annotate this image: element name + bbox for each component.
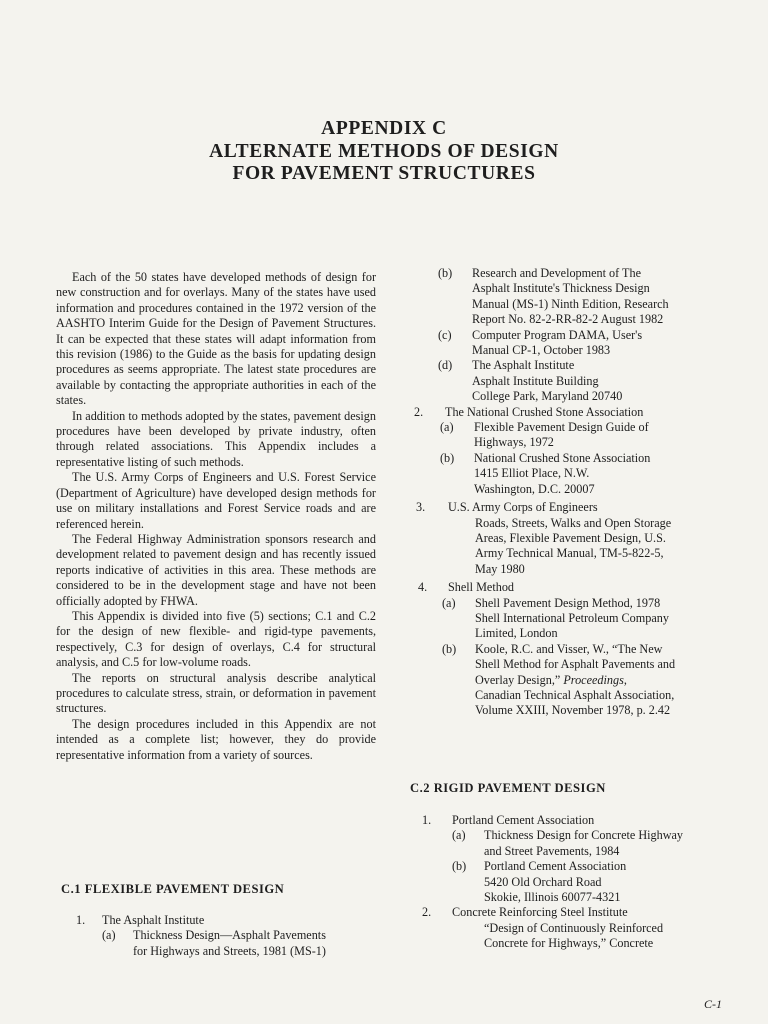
list-number: 2. (422, 905, 432, 920)
list-number: 3. (416, 500, 426, 515)
list-item: National Crushed Stone Association 1415 Elliot Place, N.W. Washington, D.C. 20007 (474, 450, 651, 496)
paragraph: The reports on structural analysis describe analytical procedures to calculate stress, strain, or deformation in pavement structures. (56, 670, 376, 716)
title-line-appendix: APPENDIX C (321, 118, 447, 139)
list-label: (b) (440, 450, 455, 465)
list-number: 4. (418, 580, 428, 595)
list-number: 1. (76, 913, 86, 927)
title-line-methods: ALTERNATE METHODS OF DESIGN (209, 140, 559, 162)
list-item: U.S. Army Corps of Engineers Roads, Streets, Walks and Open Storage Areas, Flexible Pavement Design, U.S. Army Technical Manual, TM-5-822-5, May 1980 (448, 500, 672, 576)
rigid-design-list (422, 813, 742, 952)
page-title (0, 118, 768, 186)
list-label: (a) (440, 420, 454, 435)
title-line-structures: FOR PAVEMENT STRUCTURES (232, 163, 536, 184)
page-number: C-1 (704, 997, 722, 1011)
list-item-title: Shell Method (448, 580, 515, 595)
section-heading-flexible: C.1 FLEXIBLE PAVEMENT DESIGN (61, 882, 285, 896)
list-item-title: Portland Cement Association (452, 813, 595, 827)
list-item-title: The Asphalt Institute (102, 913, 205, 927)
flexible-design-list (76, 913, 376, 959)
list-label: (a) (102, 928, 116, 943)
section-heading-rigid: C.2 RIGID PAVEMENT DESIGN (410, 781, 606, 795)
list-label: (a) (452, 828, 466, 843)
left-column (56, 270, 376, 763)
right-column-list (408, 266, 728, 719)
paragraph: The design procedures included in this Appendix are not intended as a complete list; however, they do provide representative information from a variety of sources. (56, 716, 376, 762)
list-item: Thickness Design for Concrete Highway and Street Pavements, 1984 (484, 828, 684, 858)
list-item: Flexible Pavement Design Guide of Highways, 1972 (474, 420, 649, 450)
paragraph: Each of the 50 states have developed methods of design for new construction and for overlays. Many of the states have used information and procedures contained in the 1972 version of the AASHTO Interim Guide for the Design of Pavement Structures. It can be expected that these states will adapt information from this revision (1986) to the Guide as the basis for updating design procedures as seems appropriate. The latest state procedures are available by contacting the appropriate authorities in each of the states. (56, 270, 376, 408)
list-label: (d) (438, 358, 453, 373)
list-item: Koole, R.C. and Visser, W., “The New Shell Method for Asphalt Pavements and Overlay Design,” Proceedings, Canadian Technical Asphalt Association, Volume XXIII, November 1978, p. 2.42 (475, 641, 676, 718)
list-item: Research and Development of The Asphalt Institute's Thickness Design Manual (MS-1) Ninth Edition, Research Report No. 82-2-RR-82-2 August 1982 (472, 266, 669, 327)
paragraph: The Federal Highway Administration sponsors research and development related to pavement design and has recently issued reports indicative of activities in this area. These methods are considered to be in the development stage and have not been officially adopted by FHWA. (56, 531, 376, 608)
list-item: “Design of Continuously Reinforced Concrete for Highways,” Concrete (484, 920, 664, 951)
list-label: (b) (452, 859, 467, 874)
list-item: Shell Pavement Design Method, 1978 Shell International Petroleum Company Limited, London (475, 595, 669, 641)
list-label: (b) (438, 266, 453, 280)
list-item-title: Concrete Reinforcing Steel Institute (452, 905, 628, 920)
list-label: (a) (442, 595, 456, 610)
list-item: Computer Program DAMA, User's Manual CP-1, October 1983 (472, 327, 643, 358)
list-number: 2. (414, 404, 424, 419)
list-item: Thickness Design—Asphalt Pavements for Highways and Streets, 1981 (MS-1) (133, 928, 326, 958)
list-item: The Asphalt Institute Asphalt Institute Building College Park, Maryland 20740 (472, 358, 623, 404)
list-number: 1. (422, 813, 432, 827)
paragraph: The U.S. Army Corps of Engineers and U.S. Forest Service (Department of Agriculture) have developed design methods for use on military installations and Forest Service roads and are referenced herein. (56, 470, 376, 531)
list-item-title: The National Crushed Stone Association (445, 404, 644, 419)
list-label: (b) (442, 641, 457, 656)
paragraph: This Appendix is divided into five (5) sections; C.1 and C.2 for the design of new flexible- and rigid-type pavements, respectively, C.3 for design of overlays, C.4 for structural analysis, and C.5 for low-volume roads. (56, 608, 376, 670)
list-label: (c) (438, 327, 452, 342)
list-item: Portland Cement Association 5420 Old Orchard Road Skokie, Illinois 60077-4321 (484, 859, 627, 905)
paragraph: In addition to methods adopted by the states, pavement design procedures have been developed by private industry, often through related associations. This Appendix includes a representative listing of such methods. (56, 408, 376, 469)
